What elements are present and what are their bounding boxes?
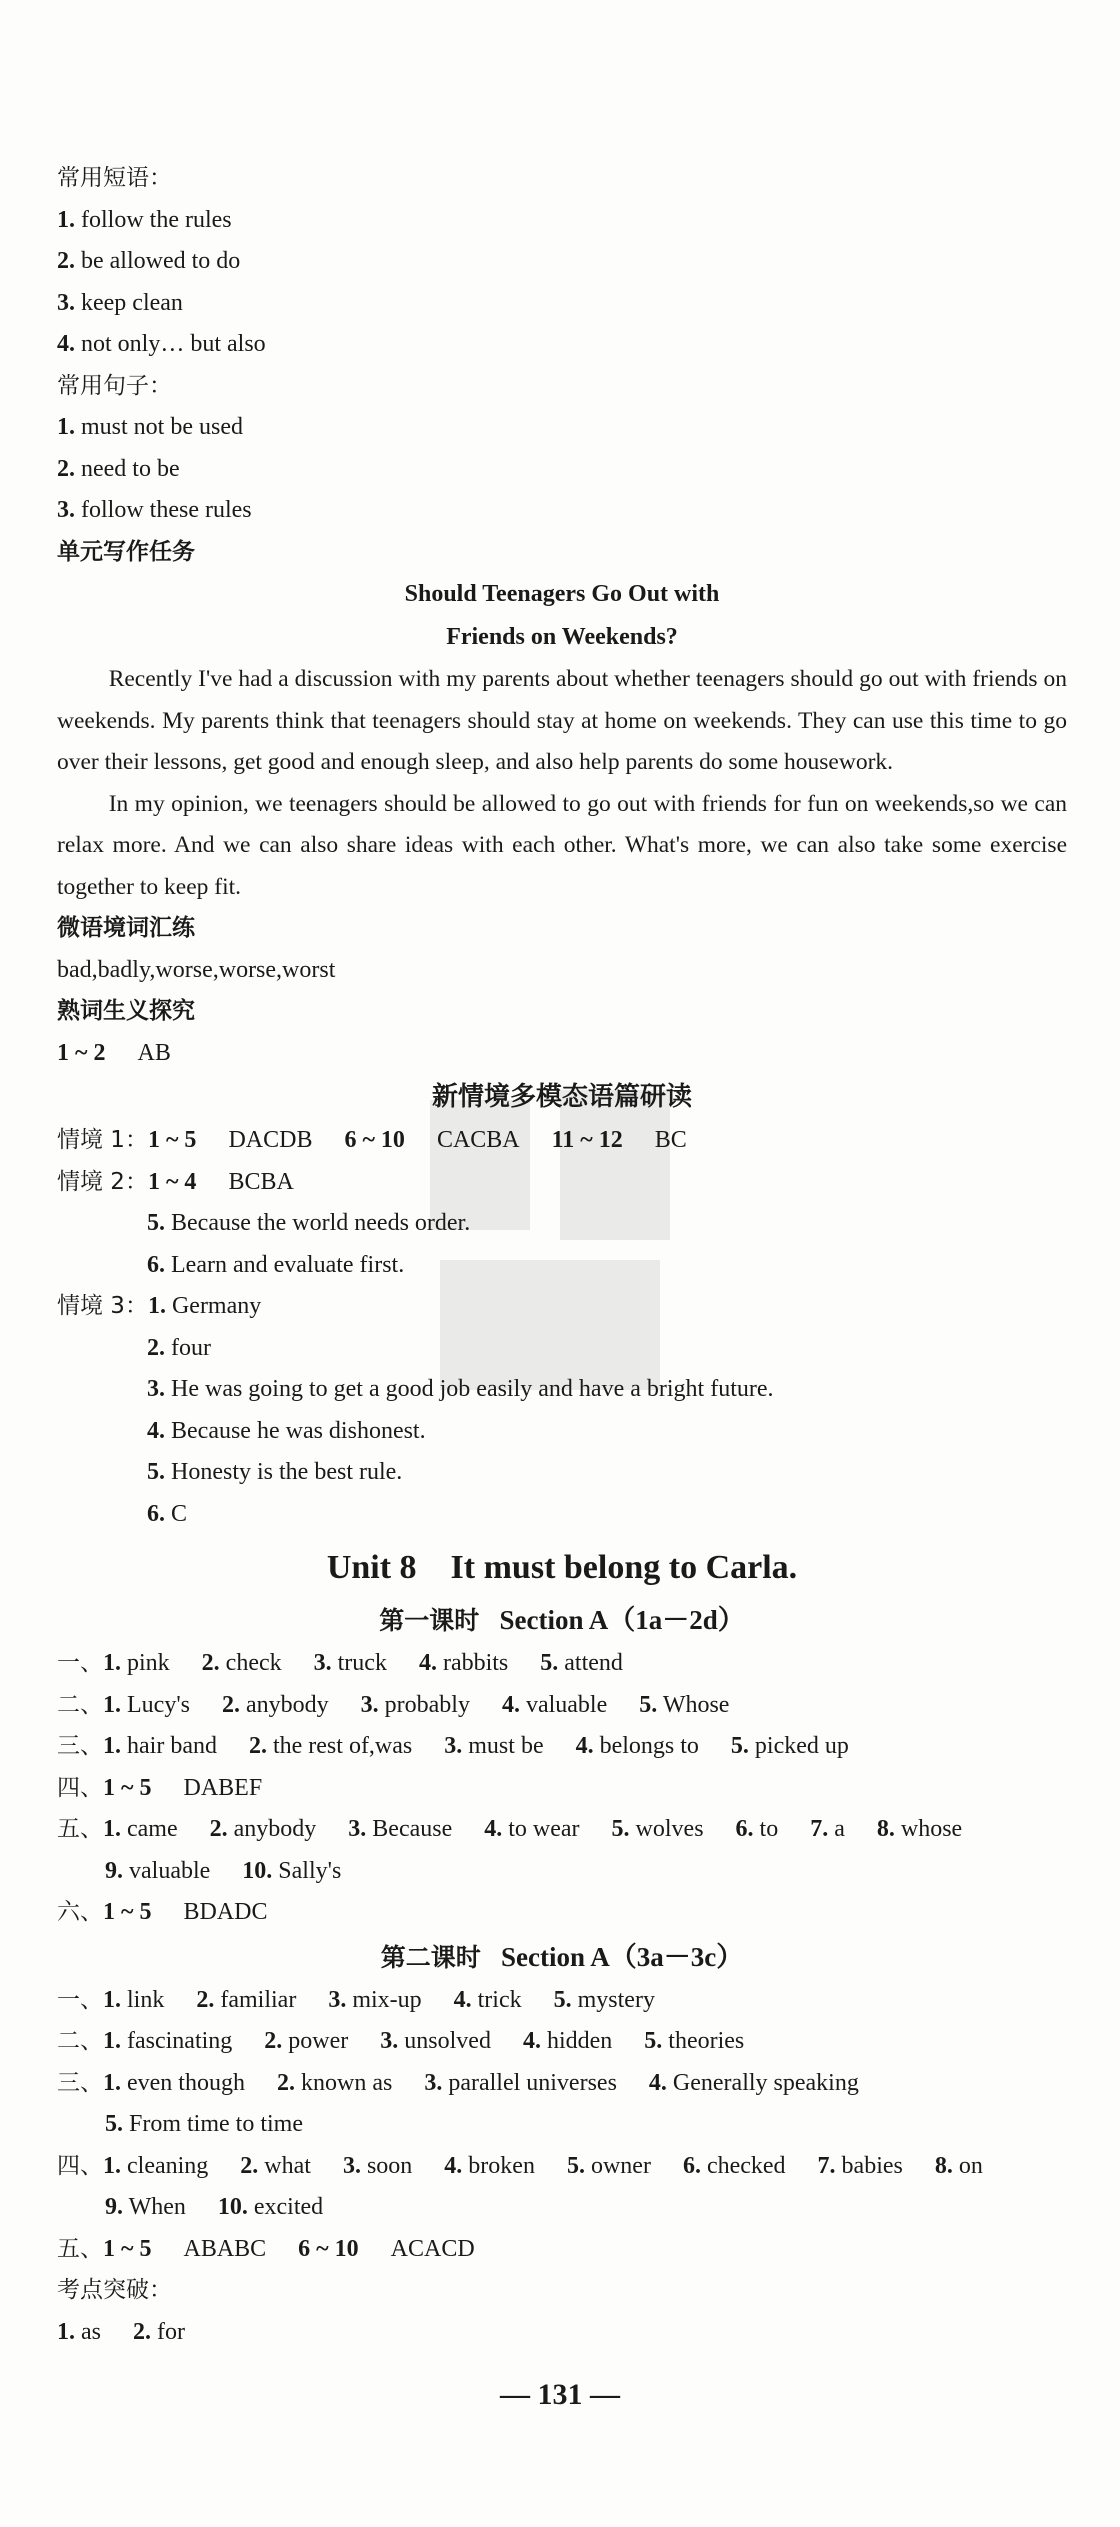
l1-q5-continued: 9. valuable 10. Sally's [105,1857,342,1884]
scenario-3: 情境 3：1. Germany [57,1293,262,1319]
l2-q2: 二、1. fascinating 2. power 3. unsolved 4. hidden 5. theories [57,2028,745,2054]
page-number: — 131 — [500,2378,620,2411]
answer-page [57,158,1067,2353]
sentences-list [57,407,1067,532]
l2-q1: 一、1. link 2. familiar 3. mix-up 4. trick 5. mystery [57,1986,655,2013]
list-item: 1. must not be used [57,414,243,440]
phrases-list [57,200,1067,366]
essay-paragraph-1: Recently I've had a discussion with my parents about whether teenagers should go out with friends on weekends. My parents think that teenagers should stay at home on weekends. They can use this time to go over their lessons, get good and enough sleep, and also help parents do some housework. [57,666,1067,775]
vocab-answer: bad,badly,worse,worse,worst [57,956,336,983]
list-item: 6. C [147,1500,188,1527]
meaning-answer: 1 ~ 2 AB [57,1039,171,1066]
multimodal-heading: 新情境多模态语篇研读 [431,1082,692,1112]
scenario-2: 情境 2：1 ~ 4 BCBA [57,1168,294,1195]
list-item: 3. keep clean [57,289,183,316]
list-item: 3. He was going to get a good job easily and have a bright future. [147,1376,774,1402]
l1-q4: 四、1 ~ 5 DABEF [57,1774,263,1801]
l1-q1: 一、1. pink 2. check 3. truck 4. rabbits 5. attend [57,1650,623,1676]
essay-title-line1: Should Teenagers Go Out with [404,581,720,607]
vocab-heading: 微语境词汇练 [57,915,195,941]
list-item: 3. follow these rules [57,497,252,523]
meaning-heading: 熟词生义探究 [57,998,195,1024]
list-item: 2. be allowed to do [57,248,241,274]
l1-q2: 二、1. Lucy's 2. anybody 3. probably 4. valuable 5. Whose [57,1691,730,1718]
essay-paragraph-2: In my opinion, we teenagers should be allowed to go out with friends for fun on weekends,so we can relax more. And we can also share ideas with each other. What's more, we can also take some exercise together to keep fit. [57,790,1067,900]
list-item: 4. Because he was dishonest. [147,1417,426,1444]
list-item: 5. Honesty is the best rule. [147,1459,403,1485]
l2-q4-continued: 9. When 10. excited [105,2194,324,2220]
writing-heading: 单元写作任务 [57,538,195,565]
lesson-1-title: 第一课时 Section A（1a－2d） [379,1605,745,1635]
l2-q3: 三、1. even though 2. known as 3. parallel universes 4. Generally speaking [57,2069,859,2096]
list-item: 2. four [147,1334,211,1361]
list-item: 1. follow the rules [57,206,232,233]
list-item: 5. Because the world needs order. [147,1210,471,1236]
l2-q3-continued: 5. From time to time [105,2111,303,2137]
exam-answers: 1. as 2. for [57,2318,185,2345]
unit-title: Unit 8 It must belong to Carla. [326,1549,798,1586]
l1-q6: 六、1 ~ 5 BDADC [57,1899,268,1925]
essay [57,573,1067,908]
essay-title-line2: Friends on Weekends? [446,624,678,650]
list-item: 2. need to be [57,455,180,482]
l1-q5: 五、1. came 2. anybody 3. Because 4. to wear 5. wolves 6. to 7. a 8. whose [57,1816,963,1842]
lesson-2-title: 第二课时 Section A（3a－3c） [380,1941,744,1972]
scenario-1: 情境 1：1 ~ 5 DACDB 6 ~ 10 CACBA 11 ~ 12 BC [57,1127,687,1153]
exam-heading: 考点突破： [57,2277,172,2303]
phrases-heading: 常用短语： [57,165,172,191]
list-item: 6. Learn and evaluate first. [147,1251,405,1278]
l1-q3: 三、1. hair band 2. the rest of,was 3. must be 4. belongs to 5. picked up [57,1733,849,1759]
sentences-heading: 常用句子： [57,372,172,399]
l2-q4: 四、1. cleaning 2. what 3. soon 4. broken 5. owner 6. checked 7. babies 8. on [57,2152,983,2179]
l2-q5: 五、1 ~ 5 ABABC 6 ~ 10 ACACD [57,2235,475,2262]
list-item: 4. not only… but also [57,331,266,357]
